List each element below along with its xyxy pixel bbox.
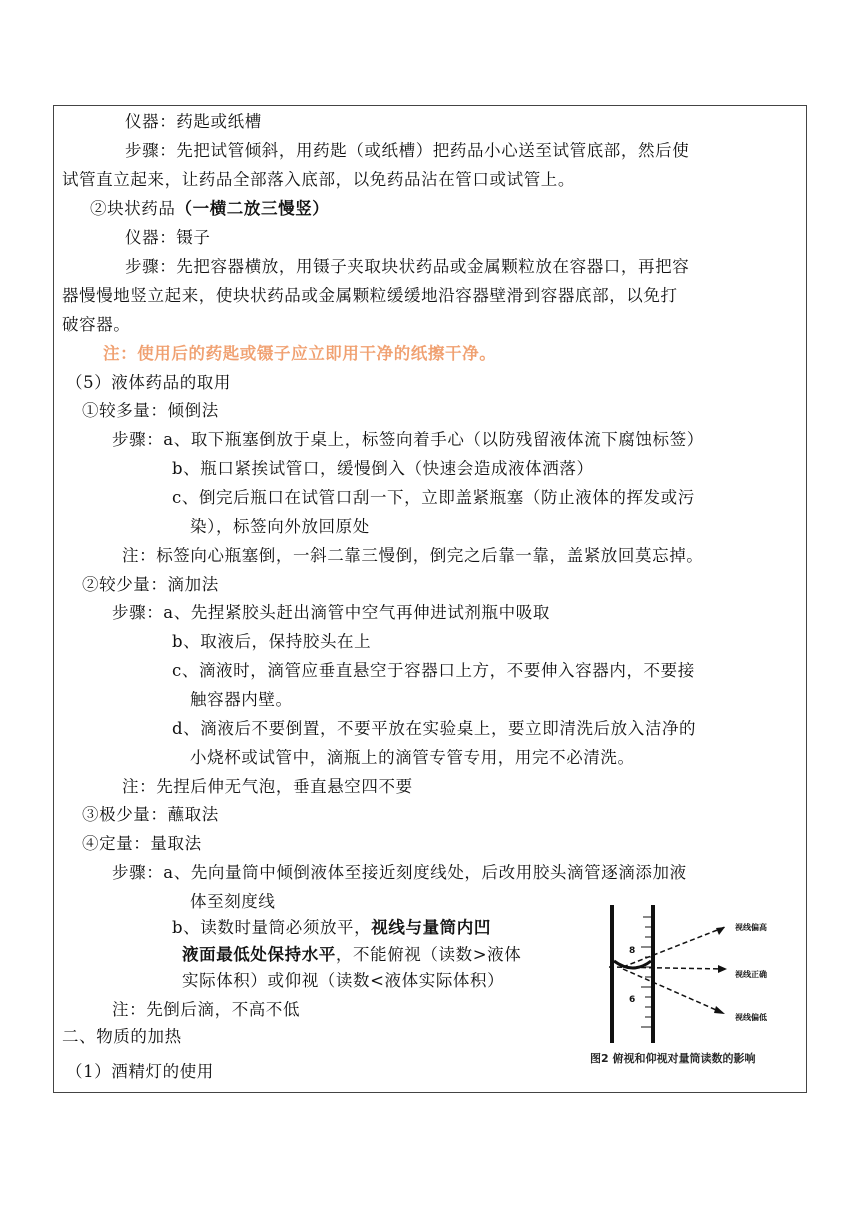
text-segment: b、读数时量筒必须放平， (172, 918, 372, 937)
text-line: 步骤：先把容器横放，用镊子夹取块状药品或金属颗粒放在容器口，再把容 (125, 257, 690, 276)
text-line: 器慢慢地竖立起来，使块状药品或金属颗粒缓缓地沿容器壁滑到容器底部，以免打 (62, 286, 678, 305)
label-sight-high: 视线偏高 (735, 923, 767, 932)
text-line: 步骤：a、先向量筒中倾倒液体至接近刻度线处，后改用胶头滴管逐滴添加液 (112, 863, 687, 882)
text-segment: ，不能俯视（读数>液体 (335, 945, 522, 964)
text-line: 破容器。 (62, 315, 131, 334)
text-line: ②较少量：滴加法 (82, 575, 219, 594)
text-line: 注：先捏后伸无气泡，垂直悬空四不要 (122, 777, 413, 796)
text-line: c、滴液时，滴管应垂直悬空于容器口上方，不要伸入容器内，不要接 (172, 661, 695, 680)
text-line: d、滴液后不要倒置，不要平放在实验桌上，要立即清洗后放入洁净的 (172, 719, 697, 738)
sight-line-low (623, 969, 725, 1014)
mnemonic: （一横二放三慢竖） (175, 199, 330, 218)
text-line: b、取液后，保持胶头在上 (172, 632, 372, 651)
text-line: 注：标签向心瓶塞倒，一斜二靠三慢倒，倒完之后靠一靠，盖紧放回莫忘掉。 (122, 546, 704, 565)
tick-label-6: 6 (629, 995, 636, 1005)
text-line: 体至刻度线 (190, 892, 276, 911)
text-line: 仪器：镊子 (125, 228, 211, 247)
label-sight-low: 视线偏低 (735, 1013, 767, 1022)
emphasis: 视线与量筒内凹 (371, 918, 491, 937)
text-line: ①较多量：倾倒法 (82, 401, 219, 420)
text-line (172, 918, 491, 938)
text-line: 步骤：a、取下瓶塞倒放于桌上，标签向着手心（以防残留液体流下腐蚀标签） (112, 430, 704, 449)
label-sight-correct: 视线正确 (735, 970, 767, 979)
subheading (90, 199, 329, 219)
text-line: 染），标签向外放回原处 (190, 517, 370, 536)
text-line: 试管直立起来，让药品全部落入底部，以免药品沾在管口或试管上。 (62, 170, 575, 189)
section-heading: （1）酒精灯的使用 (66, 1062, 214, 1081)
text-line (182, 945, 521, 965)
text-line: c、倒完后瓶口在试管口刮一下，立即盖紧瓶塞（防止液体的挥发或污 (172, 488, 695, 507)
sight-line-high (623, 927, 725, 967)
text-line: 步骤：a、先捏紧胶头赶出滴管中空气再伸进试剂瓶中吸取 (112, 603, 550, 622)
figure-caption: 图2 俯视和仰视对量筒读数的影响 (590, 1052, 756, 1065)
section-heading: （5）液体药品的取用 (66, 373, 231, 392)
emphasis: 液面最低处保持水平 (182, 945, 336, 964)
text-line: 注：先倒后滴，不高不低 (112, 1000, 301, 1019)
text-line: 触容器内壁。 (190, 690, 293, 709)
cylinder-reading-figure (585, 905, 800, 1070)
text-line: 实际体积）或仰视（读数<液体实际体积） (182, 971, 505, 990)
text-line: b、瓶口紧挨试管口，缓慢倒入（快速会造成液体洒落） (172, 459, 594, 478)
subheading-label: ②块状药品 (90, 199, 176, 218)
text-line: 步骤：先把试管倾斜，用药匙（或纸槽）把药品小心送至试管底部，然后使 (125, 141, 690, 160)
graduated-cylinder (612, 905, 653, 1043)
tick-label-8: 8 (629, 946, 636, 956)
text-line: 仪器：药匙或纸槽 (125, 112, 262, 131)
section-heading: 二、物质的加热 (62, 1027, 182, 1046)
text-line: 小烧杯或试管中，滴瓶上的滴管专管专用，用完不必清洗。 (190, 748, 635, 767)
text-line: ④定量：量取法 (82, 834, 202, 853)
text-line: ③极少量：蘸取法 (82, 805, 219, 824)
note-highlight: 注：使用后的药匙或镊子应立即用干净的纸擦干净。 (103, 344, 497, 363)
